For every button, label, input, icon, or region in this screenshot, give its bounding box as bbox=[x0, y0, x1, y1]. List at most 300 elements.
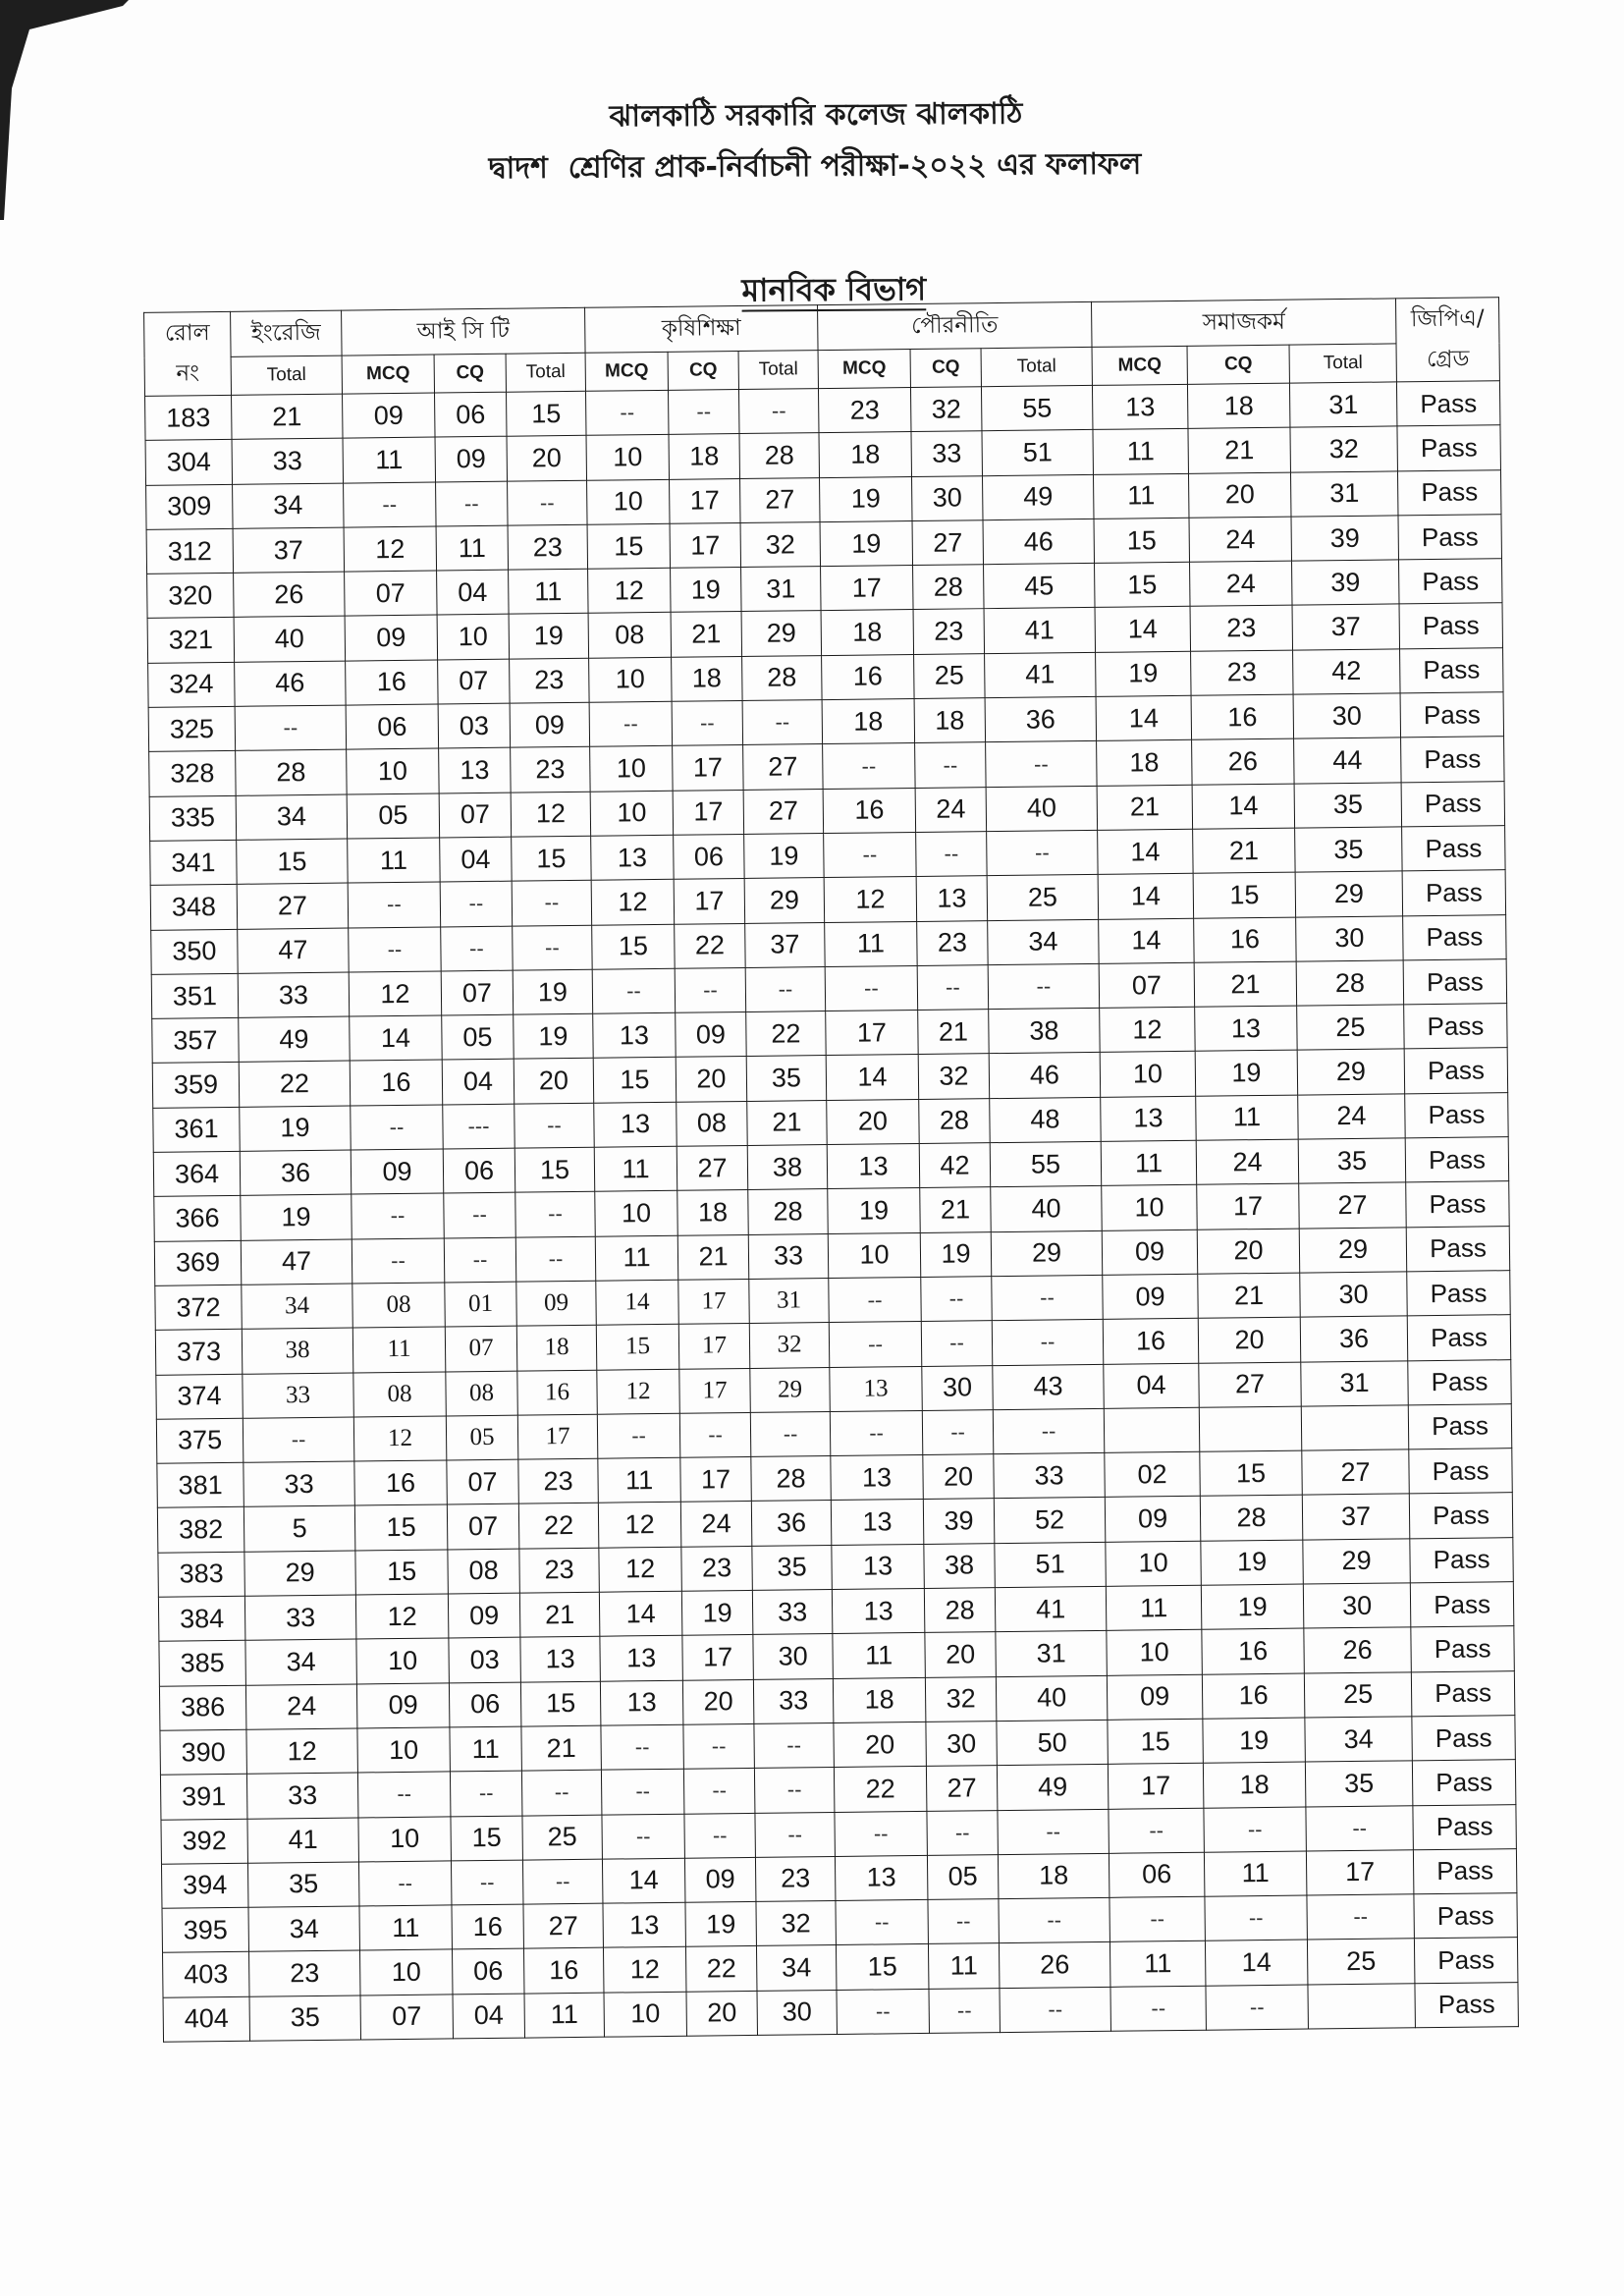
agri-total-cell: 28 bbox=[742, 655, 823, 700]
civics-mcq-cell: 23 bbox=[818, 388, 911, 433]
agri-mcq-cell: 13 bbox=[600, 1636, 683, 1681]
social-mcq-cell: 11 bbox=[1094, 473, 1190, 519]
institution-title: ঝালকাঠি সরকারি কলেজ ঝালকাঠি bbox=[609, 96, 1023, 135]
social-cq-cell: 16 bbox=[1202, 1673, 1305, 1719]
civics-cq-cell: 28 bbox=[924, 1588, 996, 1633]
civics-total-cell: 40 bbox=[991, 1186, 1103, 1232]
civics-mcq-cell: 18 bbox=[819, 432, 912, 477]
social-mcq-cell: 09 bbox=[1107, 1674, 1203, 1720]
english-total-cell: 47 bbox=[238, 928, 350, 974]
ict-cq-cell: 07 bbox=[441, 970, 514, 1015]
ict-total-cell: 11 bbox=[524, 1993, 605, 2038]
civics-cq-cell: 21 bbox=[918, 1010, 990, 1055]
civics-mcq-cell: 19 bbox=[828, 1188, 921, 1233]
ict-cq-cell: 06 bbox=[452, 1948, 524, 1994]
ict-total-cell: 16 bbox=[523, 1948, 604, 1994]
civics-total-cell: -- bbox=[998, 1809, 1110, 1855]
ict-total-cell: 18 bbox=[516, 1325, 597, 1370]
english-total-cell: 35 bbox=[249, 1995, 361, 2042]
social-cq-cell bbox=[1199, 1406, 1302, 1451]
social-mcq-cell: 14 bbox=[1095, 607, 1191, 652]
result-cell: Pass bbox=[1403, 914, 1507, 959]
ict-total-cell: 15 bbox=[507, 391, 587, 436]
social-cq-cell: 16 bbox=[1191, 694, 1294, 739]
civics-cq-cell: 21 bbox=[920, 1187, 992, 1232]
social-cq-cell: 11 bbox=[1204, 1851, 1307, 1896]
civics-mcq-cell: -- bbox=[824, 832, 917, 877]
table-header bbox=[144, 298, 1500, 397]
ict-mcq-cell: 11 bbox=[352, 1327, 446, 1372]
social-mcq-cell: 11 bbox=[1106, 1585, 1202, 1630]
civics-mcq-cell: 17 bbox=[826, 1011, 919, 1056]
ict-cq-cell: 07 bbox=[447, 1459, 519, 1504]
social-total-cell: 31 bbox=[1289, 382, 1397, 428]
english-total-cell: -- bbox=[235, 705, 347, 751]
gpa-header-line2: গ্রেড bbox=[1426, 346, 1470, 373]
social-total-cell: 42 bbox=[1293, 649, 1401, 695]
social-cq-cell: 16 bbox=[1194, 917, 1297, 962]
social-mcq-cell: 10 bbox=[1107, 1630, 1203, 1675]
agri-cq-cell: 17 bbox=[674, 879, 745, 924]
social-mcq-cell: 14 bbox=[1098, 829, 1194, 874]
result-cell: Pass bbox=[1413, 1848, 1517, 1893]
ict-mcq-cell: 16 bbox=[350, 1060, 443, 1105]
civics-total-cell: -- bbox=[999, 1897, 1110, 1943]
civics-cq-cell: 23 bbox=[917, 920, 989, 965]
result-cell: Pass bbox=[1400, 692, 1504, 738]
ict-cq-cell: 06 bbox=[449, 1682, 521, 1727]
civics-cq-cell: -- bbox=[922, 1409, 994, 1454]
ict-total-cell: 17 bbox=[517, 1414, 598, 1459]
ict-total-cell: 25 bbox=[522, 1815, 603, 1860]
ict-mcq-cell: 12 bbox=[355, 1594, 449, 1639]
social-total-cell: 29 bbox=[1297, 1049, 1405, 1095]
social-cq-cell: -- bbox=[1206, 1985, 1309, 2030]
social-mcq-cell: 15 bbox=[1095, 563, 1191, 608]
social-mcq-cell: 14 bbox=[1098, 874, 1194, 919]
ict-mcq-cell: 10 bbox=[359, 1949, 453, 1995]
english-total-cell: 33 bbox=[244, 1595, 356, 1641]
ict-cq-cell: 11 bbox=[450, 1726, 522, 1772]
civics-cq-cell: 20 bbox=[923, 1454, 995, 1500]
social-mcq-cell: 19 bbox=[1096, 651, 1192, 696]
department-title-text: মানবিক বিভাগ bbox=[741, 270, 927, 309]
result-cell: Pass bbox=[1401, 781, 1505, 826]
gpa-header bbox=[1396, 298, 1500, 382]
agri-mcq-cell: -- bbox=[586, 390, 670, 435]
social-mcq-cell: -- bbox=[1110, 1986, 1207, 2031]
ict-total-cell: -- bbox=[512, 881, 592, 926]
agri-mcq-cell: -- bbox=[589, 701, 673, 746]
ict-cq-cell: -- bbox=[441, 926, 514, 971]
ict-total-cell: 23 bbox=[511, 747, 591, 793]
civics-total-cell: 49 bbox=[983, 474, 1095, 520]
roll-cell: 385 bbox=[159, 1641, 246, 1686]
agri-total-cell: -- bbox=[742, 700, 823, 745]
social-cq-cell: 21 bbox=[1193, 828, 1296, 873]
social-work-header: সমাজকর্ম bbox=[1092, 299, 1397, 348]
civics-mcq-cell: 20 bbox=[827, 1099, 920, 1144]
civics-mcq-cell: 14 bbox=[826, 1055, 919, 1100]
civics-total-header: Total bbox=[981, 347, 1092, 386]
agri-total-cell: 33 bbox=[748, 1233, 829, 1279]
english-total-cell: 12 bbox=[246, 1728, 358, 1775]
social-total-cell: -- bbox=[1307, 1894, 1415, 1941]
agri-total-cell: 31 bbox=[749, 1278, 830, 1323]
ict-cq-cell: 06 bbox=[435, 392, 508, 437]
result-cell: Pass bbox=[1404, 1004, 1508, 1049]
civics-mcq-cell: 11 bbox=[833, 1633, 926, 1678]
civics-total-cell: -- bbox=[988, 963, 1100, 1010]
social-total-cell: 24 bbox=[1298, 1094, 1406, 1140]
ict-mcq-cell: -- bbox=[352, 1193, 445, 1238]
civics-total-cell: -- bbox=[1000, 1987, 1111, 2033]
agri-total-cell: 38 bbox=[747, 1145, 828, 1190]
agri-total-cell: -- bbox=[754, 1722, 835, 1768]
civics-total-cell: 18 bbox=[998, 1853, 1110, 1899]
agri-mcq-cell: 12 bbox=[599, 1547, 682, 1592]
agri-cq-cell: -- bbox=[675, 967, 746, 1012]
result-cell: Pass bbox=[1400, 647, 1504, 692]
roll-cell: 384 bbox=[158, 1596, 245, 1641]
civics-mcq-cell: 12 bbox=[824, 877, 917, 922]
agri-mcq-cell: 15 bbox=[592, 924, 676, 969]
roll-header-line2: নং bbox=[176, 360, 200, 387]
result-cell: Pass bbox=[1403, 959, 1507, 1005]
social-cq-cell: 18 bbox=[1203, 1762, 1306, 1807]
ict-mcq-cell: -- bbox=[352, 1238, 445, 1284]
ict-total-cell: 21 bbox=[519, 1592, 600, 1637]
social-cq-cell: 16 bbox=[1202, 1628, 1305, 1673]
agri-cq-cell: 20 bbox=[676, 1057, 747, 1102]
agri-mcq-cell: 10 bbox=[587, 479, 671, 524]
ict-mcq-cell: 10 bbox=[358, 1816, 452, 1861]
result-cell: Pass bbox=[1409, 1493, 1513, 1538]
social-total-cell: 44 bbox=[1294, 738, 1402, 784]
english-total-cell: 5 bbox=[244, 1505, 355, 1552]
result-cell: Pass bbox=[1411, 1670, 1515, 1716]
result-cell: Pass bbox=[1404, 1048, 1508, 1093]
civics-mcq-cell: 13 bbox=[832, 1544, 925, 1589]
civics-mcq-cell: 18 bbox=[822, 699, 915, 744]
civics-total-cell: 25 bbox=[987, 875, 1099, 921]
agri-cq-cell: 09 bbox=[676, 1012, 747, 1058]
agri-mcq-cell: 10 bbox=[590, 746, 674, 792]
ict-total-cell: 23 bbox=[519, 1548, 600, 1593]
social-total-cell: 34 bbox=[1305, 1717, 1413, 1763]
agri-cq-cell: -- bbox=[672, 701, 743, 746]
agri-cq-cell: 17 bbox=[678, 1279, 750, 1324]
agri-total-cell: 37 bbox=[745, 922, 826, 967]
result-cell: Pass bbox=[1398, 469, 1502, 515]
civics-cq-cell: -- bbox=[915, 742, 987, 788]
result-cell: Pass bbox=[1399, 603, 1503, 648]
social-mcq-cell: 06 bbox=[1109, 1852, 1205, 1897]
civics-total-cell: 50 bbox=[997, 1720, 1109, 1766]
result-cell: Pass bbox=[1409, 1449, 1513, 1494]
agri-total-cell: -- bbox=[754, 1768, 835, 1813]
civics-cq-cell: 32 bbox=[918, 1054, 990, 1099]
agri-cq-cell: 23 bbox=[681, 1546, 753, 1591]
ict-total-cell: -- bbox=[522, 1859, 603, 1904]
agri-total-cell: 30 bbox=[753, 1634, 834, 1679]
civics-total-cell: 49 bbox=[997, 1765, 1109, 1811]
ict-cq-cell: 16 bbox=[452, 1904, 524, 1949]
social-cq-cell: 20 bbox=[1198, 1317, 1301, 1362]
agri-cq-cell: 21 bbox=[677, 1234, 749, 1280]
ict-mcq-cell: 09 bbox=[356, 1683, 450, 1728]
ict-total-cell: 27 bbox=[523, 1903, 604, 1948]
result-cell: Pass bbox=[1398, 515, 1502, 560]
civics-total-cell: 26 bbox=[999, 1942, 1110, 1989]
agri-total-cell: 32 bbox=[740, 521, 821, 567]
social-total-cell bbox=[1301, 1405, 1409, 1451]
ict-total-cell: 23 bbox=[518, 1458, 599, 1503]
civics-total-cell: 40 bbox=[996, 1675, 1108, 1722]
agri-cq-cell: -- bbox=[679, 1412, 751, 1457]
civics-cq-cell: 27 bbox=[912, 520, 984, 566]
roll-cell: 183 bbox=[145, 395, 233, 440]
ict-mcq-cell: 09 bbox=[345, 615, 438, 660]
ict-header: আই সি টি bbox=[342, 307, 586, 355]
social-cq-cell: 15 bbox=[1200, 1450, 1303, 1496]
social-mcq-cell: 02 bbox=[1105, 1451, 1201, 1497]
english-total-cell: 34 bbox=[233, 483, 345, 529]
agri-cq-cell: 17 bbox=[673, 745, 744, 791]
civics-total-cell: 29 bbox=[991, 1230, 1103, 1277]
social-total-cell: 25 bbox=[1297, 1005, 1405, 1051]
ict-total-cell: -- bbox=[515, 1236, 596, 1282]
ict-total-cell: 11 bbox=[509, 569, 589, 614]
ict-total-header: Total bbox=[506, 353, 585, 392]
result-cell: Pass bbox=[1407, 1271, 1511, 1316]
ict-mcq-cell: 16 bbox=[346, 660, 439, 705]
civics-total-cell: 38 bbox=[989, 1009, 1101, 1055]
social-total-cell: 26 bbox=[1304, 1627, 1412, 1673]
ict-mcq-cell: 10 bbox=[347, 748, 440, 793]
civics-mcq-cell: 11 bbox=[825, 921, 918, 966]
ict-mcq-cell: 12 bbox=[353, 1416, 447, 1461]
agri-cq-cell: 09 bbox=[684, 1857, 756, 1902]
ict-mcq-cell: -- bbox=[348, 882, 441, 927]
english-total-cell: 33 bbox=[238, 972, 350, 1018]
civics-mcq-cell: 22 bbox=[834, 1767, 927, 1812]
roll-cell: 312 bbox=[146, 528, 234, 574]
ict-total-cell: 12 bbox=[511, 792, 591, 837]
result-cell: Pass bbox=[1407, 1315, 1511, 1360]
civics-cq-cell: 30 bbox=[926, 1722, 998, 1767]
agri-cq-cell: 19 bbox=[671, 568, 742, 613]
agri-total-cell: 22 bbox=[746, 1011, 827, 1057]
agri-cq-cell: 19 bbox=[685, 1902, 757, 1947]
agri-cq-cell: -- bbox=[683, 1723, 755, 1769]
agri-mcq-cell: 14 bbox=[596, 1280, 679, 1325]
civics-mcq-cell: 13 bbox=[830, 1366, 923, 1411]
social-total-cell: 25 bbox=[1307, 1939, 1415, 1985]
civics-cq-cell: -- bbox=[921, 1277, 993, 1322]
roll-cell: 382 bbox=[157, 1507, 244, 1553]
ict-cq-cell: --- bbox=[443, 1104, 515, 1149]
agri-total-cell: 27 bbox=[743, 744, 824, 790]
scan-corner-fold bbox=[0, 0, 129, 220]
civics-mcq-cell: 17 bbox=[821, 566, 914, 611]
agri-mcq-cell: 11 bbox=[594, 1146, 677, 1191]
agri-cq-cell: -- bbox=[683, 1769, 755, 1814]
civics-mcq-cell: 13 bbox=[835, 1855, 928, 1900]
agri-mcq-cell: 14 bbox=[602, 1858, 685, 1903]
agri-cq-cell: 27 bbox=[677, 1146, 748, 1191]
social-cq-cell: 19 bbox=[1201, 1540, 1304, 1585]
social-cq-cell: 24 bbox=[1190, 561, 1293, 606]
agri-total-cell: 32 bbox=[756, 1901, 837, 1946]
roll-cell: 366 bbox=[154, 1196, 242, 1241]
ict-cq-cell: -- bbox=[451, 1860, 523, 1905]
agri-total-cell: 31 bbox=[741, 567, 822, 612]
ict-cq-cell: 10 bbox=[437, 615, 510, 660]
social-cq-cell: 14 bbox=[1192, 784, 1295, 829]
agri-mcq-header: MCQ bbox=[585, 352, 668, 391]
result-cell: Pass bbox=[1402, 826, 1506, 871]
social-mcq-cell: 09 bbox=[1105, 1497, 1201, 1542]
social-mcq-cell: 07 bbox=[1099, 962, 1195, 1008]
ict-mcq-cell: 10 bbox=[357, 1727, 451, 1773]
ict-mcq-cell: 08 bbox=[352, 1283, 446, 1328]
agri-cq-cell: 17 bbox=[670, 522, 741, 568]
social-cq-cell: -- bbox=[1205, 1895, 1308, 1941]
civics-total-cell: 31 bbox=[996, 1631, 1108, 1677]
agri-cq-cell: 22 bbox=[675, 923, 746, 968]
social-cq-cell: 13 bbox=[1195, 1006, 1298, 1051]
roll-cell: 391 bbox=[160, 1774, 247, 1819]
civics-total-cell: 33 bbox=[994, 1452, 1106, 1499]
agri-mcq-cell: 13 bbox=[600, 1680, 683, 1725]
civics-cq-cell: 05 bbox=[927, 1854, 999, 1899]
civics-cq-cell: 28 bbox=[919, 1098, 991, 1143]
ict-total-cell: -- bbox=[513, 925, 593, 970]
agri-total-cell: 27 bbox=[743, 789, 824, 834]
social-mcq-cell: 15 bbox=[1094, 518, 1190, 563]
ict-total-cell: 22 bbox=[518, 1503, 599, 1549]
agri-mcq-cell: 15 bbox=[587, 523, 671, 569]
ict-mcq-cell: 06 bbox=[346, 704, 439, 749]
social-total-cell: 35 bbox=[1305, 1761, 1413, 1807]
social-cq-cell: 23 bbox=[1191, 650, 1294, 695]
social-mcq-cell: 09 bbox=[1102, 1230, 1198, 1275]
roll-cell: 395 bbox=[162, 1907, 249, 1952]
civics-mcq-cell: 18 bbox=[821, 610, 914, 655]
civics-total-cell: 46 bbox=[983, 519, 1095, 565]
social-total-cell: 27 bbox=[1302, 1449, 1410, 1496]
civics-mcq-cell: 20 bbox=[834, 1722, 927, 1767]
english-total-cell: 41 bbox=[247, 1817, 359, 1863]
ict-mcq-cell: 11 bbox=[343, 437, 436, 482]
social-total-cell: 29 bbox=[1299, 1227, 1407, 1273]
social-cq-cell: 18 bbox=[1188, 383, 1291, 428]
table-body bbox=[145, 381, 1519, 2043]
civics-cq-cell: 30 bbox=[922, 1365, 994, 1410]
roll-header bbox=[144, 311, 232, 396]
agri-total-cell: 29 bbox=[744, 878, 825, 923]
agri-mcq-cell: 10 bbox=[595, 1191, 678, 1236]
social-cq-header: CQ bbox=[1187, 345, 1289, 384]
civics-cq-cell: 30 bbox=[912, 475, 984, 520]
social-total-cell: 37 bbox=[1302, 1494, 1410, 1540]
result-cell: Pass bbox=[1402, 870, 1506, 915]
social-mcq-cell: 09 bbox=[1103, 1274, 1199, 1319]
ict-total-cell: 13 bbox=[520, 1637, 601, 1682]
ict-cq-cell: 04 bbox=[442, 1060, 514, 1105]
english-total-cell: 33 bbox=[243, 1373, 354, 1419]
ict-cq-cell: -- bbox=[450, 1771, 522, 1816]
agri-cq-cell: 18 bbox=[677, 1190, 749, 1235]
ict-total-cell: 23 bbox=[508, 524, 588, 570]
agri-cq-header: CQ bbox=[668, 352, 738, 391]
english-total-cell: 22 bbox=[239, 1062, 351, 1108]
civics-mcq-cell: 13 bbox=[827, 1144, 920, 1189]
english-total-cell: 47 bbox=[241, 1239, 352, 1285]
social-total-cell: 25 bbox=[1304, 1671, 1412, 1718]
result-cell: Pass bbox=[1415, 1982, 1519, 2027]
civics-mcq-cell: 15 bbox=[836, 1944, 929, 1990]
civics-mcq-cell: -- bbox=[830, 1410, 923, 1455]
agri-total-cell: 29 bbox=[750, 1367, 831, 1412]
civics-total-cell: 34 bbox=[988, 919, 1100, 965]
civics-mcq-cell: 13 bbox=[831, 1500, 924, 1545]
agri-total-cell: 21 bbox=[747, 1100, 828, 1145]
exam-title: দ্বাদশ শ্রেণির প্রাক-নির্বাচনী পরীক্ষা-২০২২ এর ফলাফল bbox=[488, 146, 1142, 187]
ict-total-cell: 09 bbox=[510, 702, 590, 747]
agri-total-cell: 23 bbox=[755, 1856, 836, 1901]
roll-cell: 404 bbox=[163, 1996, 250, 2042]
civics-total-cell: 41 bbox=[995, 1586, 1107, 1632]
social-mcq-header: MCQ bbox=[1092, 346, 1187, 385]
roll-cell: 364 bbox=[153, 1151, 241, 1196]
result-cell: Pass bbox=[1401, 737, 1505, 782]
ict-cq-cell: -- bbox=[440, 881, 513, 926]
agri-cq-cell: 20 bbox=[686, 1991, 758, 2036]
social-total-cell: 31 bbox=[1291, 470, 1399, 517]
english-total-cell: 34 bbox=[248, 1906, 360, 1952]
agri-mcq-cell: 11 bbox=[598, 1457, 681, 1503]
ict-cq-cell: 04 bbox=[453, 1994, 525, 2039]
agri-total-cell: -- bbox=[745, 966, 826, 1011]
civics-mcq-cell: 19 bbox=[820, 476, 913, 521]
civics-cq-cell: -- bbox=[921, 1321, 993, 1366]
civics-total-cell: 41 bbox=[985, 652, 1097, 698]
english-total-cell: 28 bbox=[236, 749, 348, 795]
ict-total-cell: -- bbox=[508, 480, 588, 525]
ict-mcq-cell: 15 bbox=[355, 1550, 449, 1595]
civics-mcq-cell: 10 bbox=[828, 1232, 921, 1278]
ict-total-cell: 15 bbox=[512, 836, 592, 881]
agri-cq-cell: -- bbox=[684, 1813, 756, 1858]
agri-total-cell: 33 bbox=[753, 1678, 834, 1723]
ict-total-cell: 09 bbox=[516, 1281, 597, 1326]
ict-mcq-cell: -- bbox=[349, 927, 442, 972]
agri-mcq-cell: -- bbox=[601, 1724, 684, 1770]
civics-cq-cell: 18 bbox=[914, 698, 986, 743]
roll-cell: 394 bbox=[161, 1863, 248, 1908]
agri-cq-cell: 17 bbox=[679, 1368, 751, 1413]
social-mcq-cell: 04 bbox=[1104, 1363, 1200, 1408]
social-mcq-cell: -- bbox=[1109, 1808, 1205, 1853]
ict-mcq-cell: -- bbox=[351, 1105, 444, 1150]
ict-total-cell: 15 bbox=[520, 1681, 601, 1726]
agri-cq-cell: 22 bbox=[685, 1946, 757, 1992]
result-cell: Pass bbox=[1406, 1226, 1510, 1271]
agri-mcq-cell: -- bbox=[592, 968, 676, 1013]
civics-cq-cell: -- bbox=[916, 832, 988, 877]
